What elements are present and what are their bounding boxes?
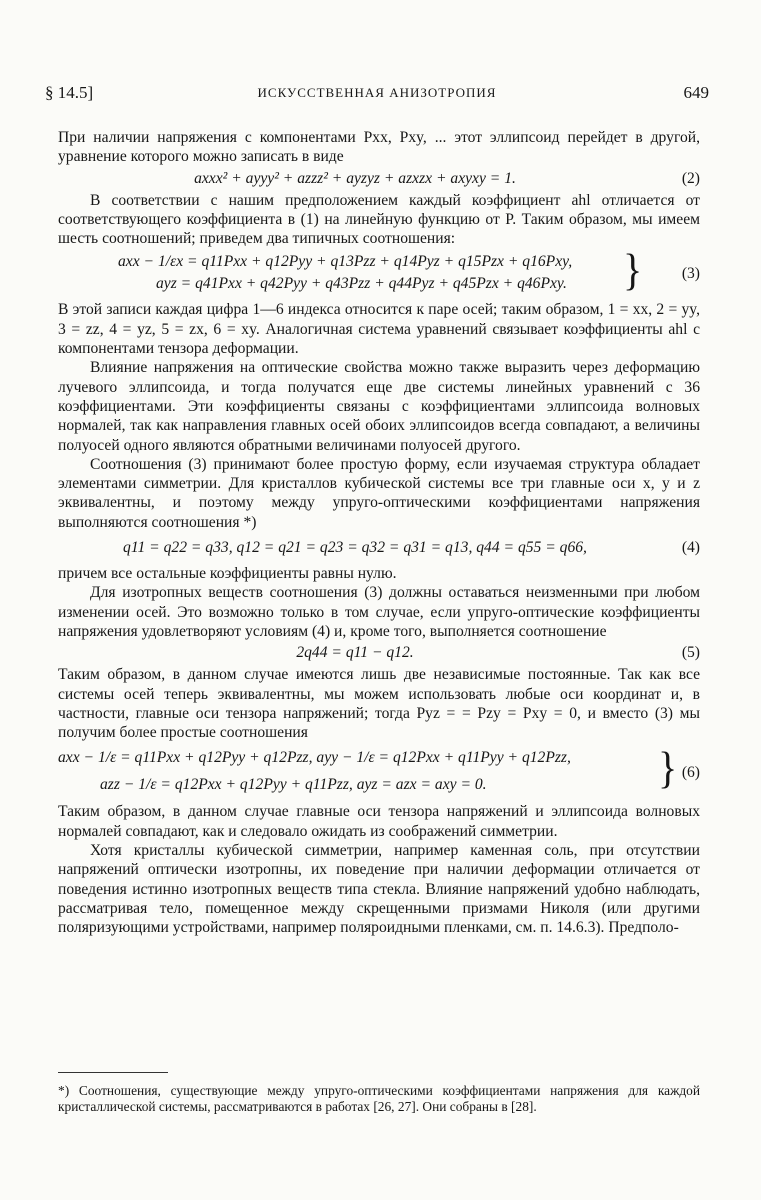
paragraph-9: Таким образом, в данном случае главные оси тензора напряжений и эллипсоида волновых нормалей совпадают, как и следовало ожидать из соображений симметрии. bbox=[58, 803, 700, 840]
paragraph-7: Для изотропных веществ соотношения (3) должны оставаться неизменными при любом изменении осей. Это возможно только в том случае, если упруго-оптические коэффициенты напряжения удовлетворяют условиям (4) и, кроме того, выполняется соотношение bbox=[58, 584, 700, 640]
body-text bbox=[58, 128, 700, 938]
page-number: 649 bbox=[683, 83, 709, 102]
equation-3 bbox=[58, 245, 700, 297]
paragraph-2: В соответствии с нашим предположением каждый коэффициент ahl отличается от соответствующего коэффициента в (1) на линейную функцию от P. Таким образом, мы имеем шесть соотношений; приведем два типичных соотношения: bbox=[58, 191, 700, 248]
running-header bbox=[45, 83, 709, 105]
equation-6-line-1: axx − 1/ε = q11Pxx + q12Pyy + q12Pzz, ayy − 1/ε = q12Pxx + q11Pyy + q12Pzz, bbox=[58, 749, 571, 767]
equation-2-text: axxx² + ayyy² + azzz² + ayzyz + azxzx + axyxy = 1. bbox=[194, 169, 516, 187]
paragraph-10: Хотя кристаллы кубической симметрии, например каменная соль, при отсутствии напряжений оптически изотропны, их поведение при наличии деформации отличается от поведения истинно изотропных веществ типа стекла. Влияние напряжений удобно наблюдать, рассматривая тело, помещенное между скрещенными призмами Николя (или другими поляризующими устройствами, например поляроидными пленками, см. п. 14.6.3). Предполо- bbox=[58, 842, 700, 937]
equation-5-text: 2q44 = q11 − q12. bbox=[296, 644, 414, 662]
equation-5-number: (5) bbox=[681, 644, 700, 662]
equation-6-number: (6) bbox=[681, 764, 700, 782]
equation-4 bbox=[58, 536, 700, 560]
equation-2-number: (2) bbox=[681, 169, 700, 187]
equation-4-number: (4) bbox=[681, 539, 700, 557]
section-ref: § 14.5] bbox=[45, 83, 94, 102]
equation-3-line-2: ayz = q41Pxx + q42Pyy + q43Pzz + q44Pyz + q45Pzx + q46Pxy. bbox=[156, 275, 567, 293]
equation-4-text: q11 = q22 = q33, q12 = q21 = q23 = q32 = q31 = q13, q44 = q55 = q66, bbox=[123, 539, 587, 557]
paragraph-1: При наличии напряжения с компонентами Pxx, Pxy, ... этот эллипсоид перейдет в другой, уравнение которого можно записать в виде bbox=[58, 129, 700, 166]
paragraph-4: Влияние напряжения на оптические свойства можно также выразить через деформацию лучевого эллипсоида, и тогда получатся еще две системы линейных уравнений с 36 коэффициентами. Эти коэффициенты связаны с коэффициентами эллипсоида волновых нормалей, так как направления главных осей обоих эллипсоидов всегда совпадают, а величины полуосей одного являются обратными величинами полуосей другого. bbox=[58, 359, 700, 454]
equation-2 bbox=[58, 167, 700, 191]
paragraph-3: В этой записи каждая цифра 1—6 индекса относится к паре осей; таким образом, 1 = xx, 2 = yy, 3 = zz, 4 = yz, 5 = zx, 6 = xy. Аналогичная система уравнений связывает коэффициенты ahl с компонентами тензора деформации. bbox=[58, 301, 700, 358]
equation-3-number: (3) bbox=[681, 265, 700, 283]
paragraph-8: Таким образом, в данном случае имеются лишь две независимые постоянные. Так как все системы осей теперь эквивалентны, мы можем использовать любые оси координат и, в частности, главные оси тензора напряжений; тогда Pyz = = Pzy = Pxy = 0, и вместо (3) мы получим более простые соотношения bbox=[58, 666, 700, 742]
paragraph-6: причем все остальные коэффициенты равны нулю. bbox=[58, 565, 397, 583]
right-brace: } bbox=[658, 743, 678, 793]
footnote: *) Соотношения, существующие между упруго-оптическими коэффициентами напряжения для каждой кристаллической системы, рассматриваются в работах [26, 27]. Они собраны в [28]. bbox=[58, 1083, 700, 1114]
paragraph-5: Соотношения (3) принимают более простую форму, если изучаемая структура обладает элементами симметрии. Для кристаллов кубической системы все три главные оси x, y и z эквивалентны, и поэтому между упруго-оптическими коэффициентами напряжения выполняются соотношения *) bbox=[58, 455, 700, 531]
running-title: ИСКУССТВЕННАЯ АНИЗОТРОПИЯ bbox=[257, 85, 497, 100]
equation-6-line-2: azz − 1/ε = q12Pxx + q12Pyy + q11Pzz, ayz = azx = axy = 0. bbox=[100, 776, 487, 794]
equation-5 bbox=[58, 641, 700, 665]
footnote-rule bbox=[58, 1072, 168, 1073]
equation-6 bbox=[58, 745, 700, 799]
equation-3-line-1: axx − 1/εx = q11Pxx + q12Pyy + q13Pzz + q14Pyz + q15Pzx + q16Pxy, bbox=[118, 253, 573, 271]
right-brace: } bbox=[623, 245, 643, 295]
